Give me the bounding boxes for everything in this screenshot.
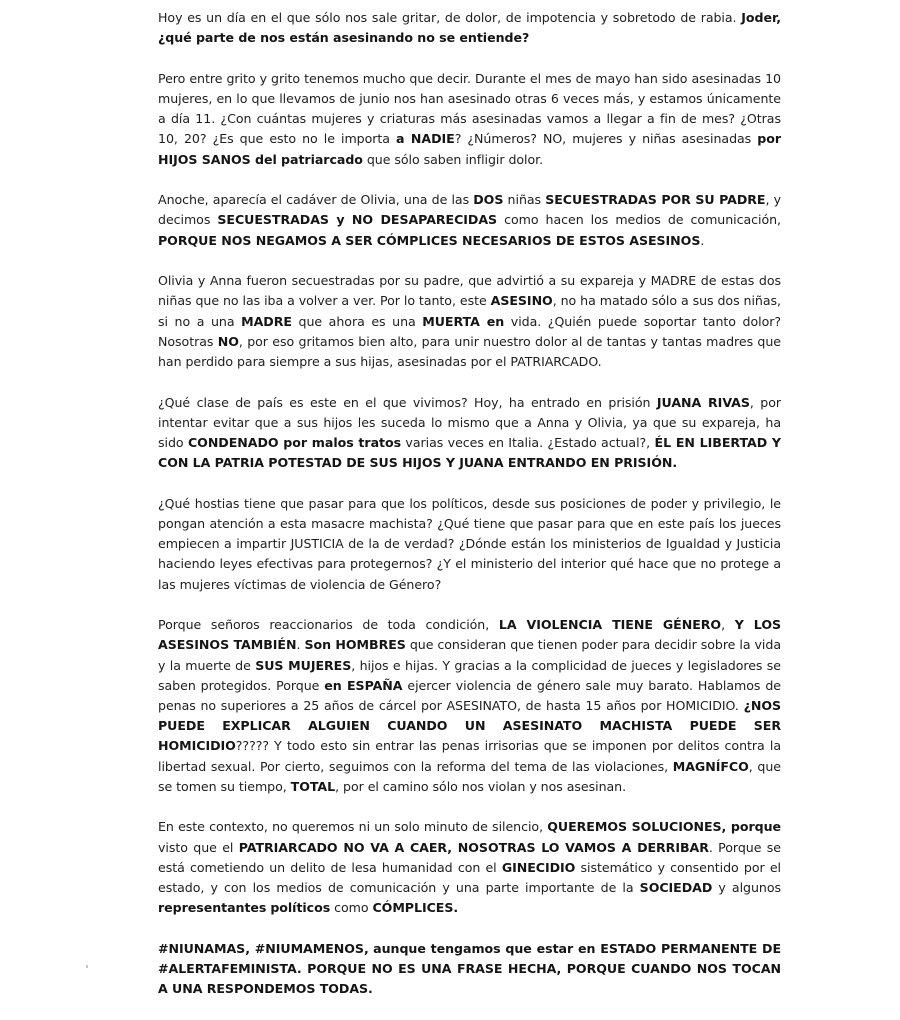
bold-text: SUS MUJERES — [255, 657, 352, 673]
text-run: . Porque se está cometiendo un delito de lesa humanidad con el — [158, 839, 781, 875]
text-run: ejercer violencia de género sale muy barato. Hablamos de penas no superiores a 25 años de cárcel por ASESINATO, de hasta 15 años por HOMICIDIO. — [158, 677, 781, 714]
text-run: como — [330, 900, 373, 916]
bold-text: por HIJOS SANOS del patriarcado — [158, 131, 781, 167]
scan-artifact — [86, 965, 88, 968]
bold-text: políticos — [270, 900, 331, 916]
bold-text: ÉL EN LIBERTAD Y CON LA PATRIA POTESTAD DE SUS HIJOS Y JUANA ENTRANDO EN PRISIÓN. — [158, 435, 781, 471]
text-run: ¿Qué hostias tiene que pasar para que los políticos, desde sus posiciones de poder y privilegio, le pongan atención a esta masacre machista? ¿Qué tiene que pasar para que en este país los jueces empiecen a impartir JUSTICIA de la de verdad? ¿Dónde están los ministerios de Igualdad y Justicia haciendo leyes efectivas para protegernos? ¿Y el ministerio del interior qué hace que no protege a las mujeres víctimas de violencia de Género? — [158, 495, 781, 592]
text-run: , y decimos — [158, 192, 781, 228]
paragraph-3 — [158, 190, 781, 251]
text-run: , — [721, 617, 735, 633]
text-run: ????? Y todo esto sin entrar las penas irrisorias que se imponen por delitos contra la libertad sexual. Por cierto, seguimos con la reforma del tema de las violaciones, — [158, 738, 781, 774]
text-run: varias veces en Italia. ¿Estado actual?, — [401, 435, 655, 451]
text-run: visto que el — [158, 839, 239, 855]
bold-text: MUERTA en — [422, 313, 505, 329]
text-run: Pero entre grito y grito tenemos mucho que decir. Durante el mes de mayo han sido asesinadas 10 mujeres, en lo que llevamos de junio nos han asesinado otras 6 veces más, y estamos únicamente a día 11. ¿Con cuántas mujeres y criaturas más asesinadas vamos a llegar a fin de mes? ¿Otras 10, 20? ¿Es que esto no le importa — [158, 70, 781, 147]
document-body — [158, 8, 781, 1020]
bold-text: Son HOMBRES — [304, 637, 406, 653]
bold-text: aunque tengamos que estar en ESTADO PERMANENTE DE #ALERTAFEMINISTA. PORQUE NO ES UNA FRASE HECHA, PORQUE CUANDO NOS TOCAN A UNA RESPONDEMOS TODAS. — [158, 940, 781, 997]
text-run: Porque señoros reaccionarios de toda condición, — [158, 617, 499, 633]
paragraph-7 — [158, 615, 781, 797]
text-run: como hacen los medios de comunicación, — [497, 212, 782, 228]
bold-text: LA VIOLENCIA TIENE GÉNERO — [498, 617, 722, 633]
paragraph-5 — [158, 393, 781, 474]
text-run: , por intentar evitar que a sus hijos les suceda lo mismo que a Anna y Olivia, ya que su expareja, ha sido — [158, 394, 782, 451]
text-run: vida. ¿Quién puede soportar tanto dolor? Nosotras — [158, 313, 781, 349]
bold-text: GINECIDIO — [501, 859, 576, 875]
text-run: ? ¿Números? NO, mujeres y niñas asesinadas — [454, 131, 758, 147]
text-run: . — [700, 232, 705, 248]
bold-text: DOS — [473, 192, 504, 208]
text-run: y algunos — [712, 880, 781, 896]
bold-text: Y LOS ASESINOS TAMBIÉN — [158, 617, 781, 653]
text-run: Hoy es un día en el que sólo nos sale gritar, de dolor, de impotencia y sobretodo de rabia. — [158, 10, 742, 25]
bold-text: PATRIARCADO NO VA A CAER, NOSOTRAS LO VAMOS A DERRIBAR — [238, 839, 709, 855]
bold-text: CÓMPLICES. — [372, 900, 459, 916]
bold-text: ¿NOS PUEDE EXPLICAR ALGUIEN CUANDO UN ASESINATO MACHISTA PUEDE SER HOMICIDIO — [158, 698, 781, 754]
text-run: , por el camino sólo nos violan y nos asesinan. — [335, 778, 627, 794]
text-run: , no ha matado sólo a sus dos niñas, si no a una — [158, 293, 781, 329]
bold-text: NO — [217, 333, 239, 349]
paragraph-4 — [158, 271, 781, 372]
bold-text: a NADIE — [396, 131, 455, 147]
text-run: ¿Qué clase de país es este en el que vivimos? Hoy, ha entrado en prisión — [158, 394, 657, 410]
text-run: En este contexto, no queremos ni un solo minuto de silencio, — [158, 819, 548, 835]
bold-text: CONDENADO por malos tratos — [187, 435, 402, 451]
bold-text: QUEREMOS SOLUCIONES, porque — [547, 819, 782, 835]
bold-text: TOTAL — [290, 778, 336, 794]
text-run: que sólo saben infligir dolor. — [362, 151, 544, 167]
bold-text: #NIUNAMAS, #NIUMAMENOS, — [158, 940, 369, 956]
paragraph-2 — [158, 69, 781, 170]
bold-text: SECUESTRADAS y NO DESAPARECIDAS — [217, 212, 498, 228]
paragraph-1 — [158, 8, 781, 48]
bold-text: representantes — [158, 900, 267, 916]
bold-text: SECUESTRADAS POR SU PADRE — [545, 192, 766, 208]
text-run: Anoche, aparecía el cadáver de Olivia, una de las — [158, 192, 474, 208]
bold-text: PORQUE NOS NEGAMOS A SER CÓMPLICES NECESARIOS DE ESTOS ASESINOS — [158, 232, 701, 248]
paragraph-9 — [158, 939, 781, 1000]
text-run: . — [296, 637, 305, 653]
text-run: , que se tomen su tiempo, — [158, 758, 781, 794]
bold-text: ASESINO — [490, 293, 553, 309]
bold-text: SOCIEDAD — [639, 880, 713, 896]
bold-text: MAGNÍFCO — [672, 758, 749, 774]
text-run: , hijos e hijas. Y gracias a la complicidad de jueces y legisladores se saben protegidos. Porque — [158, 657, 782, 693]
paragraph-6 — [158, 494, 781, 595]
text-run: , por eso gritamos bien alto, para unir nuestro dolor al de tantas y tantas madres que han perdido para siempre a sus hijas, asesinadas por el PATRIARCADO. — [158, 333, 781, 370]
text-run: Olivia y Anna fueron secuestradas por su padre, que advirtió a su expareja y MADRE de estas dos niñas que no las iba a volver a ver. Por lo tanto, este — [158, 273, 781, 309]
bold-text: en ESPAÑA — [324, 677, 403, 693]
text-run: que ahora es una — [291, 313, 423, 329]
bold-text: MADRE — [241, 313, 292, 329]
text-run: sistemático y consentido por el estado, y con los medios de comunicación y una parte importante de la — [158, 859, 782, 896]
bold-text: JUANA RIVAS — [656, 394, 750, 410]
paragraph-8 — [158, 817, 781, 918]
text-run: niñas — [503, 192, 546, 208]
text-run: que consideran que tienen poder para decidir sobre la vida y la muerte de — [158, 637, 781, 673]
bold-text: Joder, ¿qué parte de nos están asesinando no se entiende? — [158, 10, 781, 46]
